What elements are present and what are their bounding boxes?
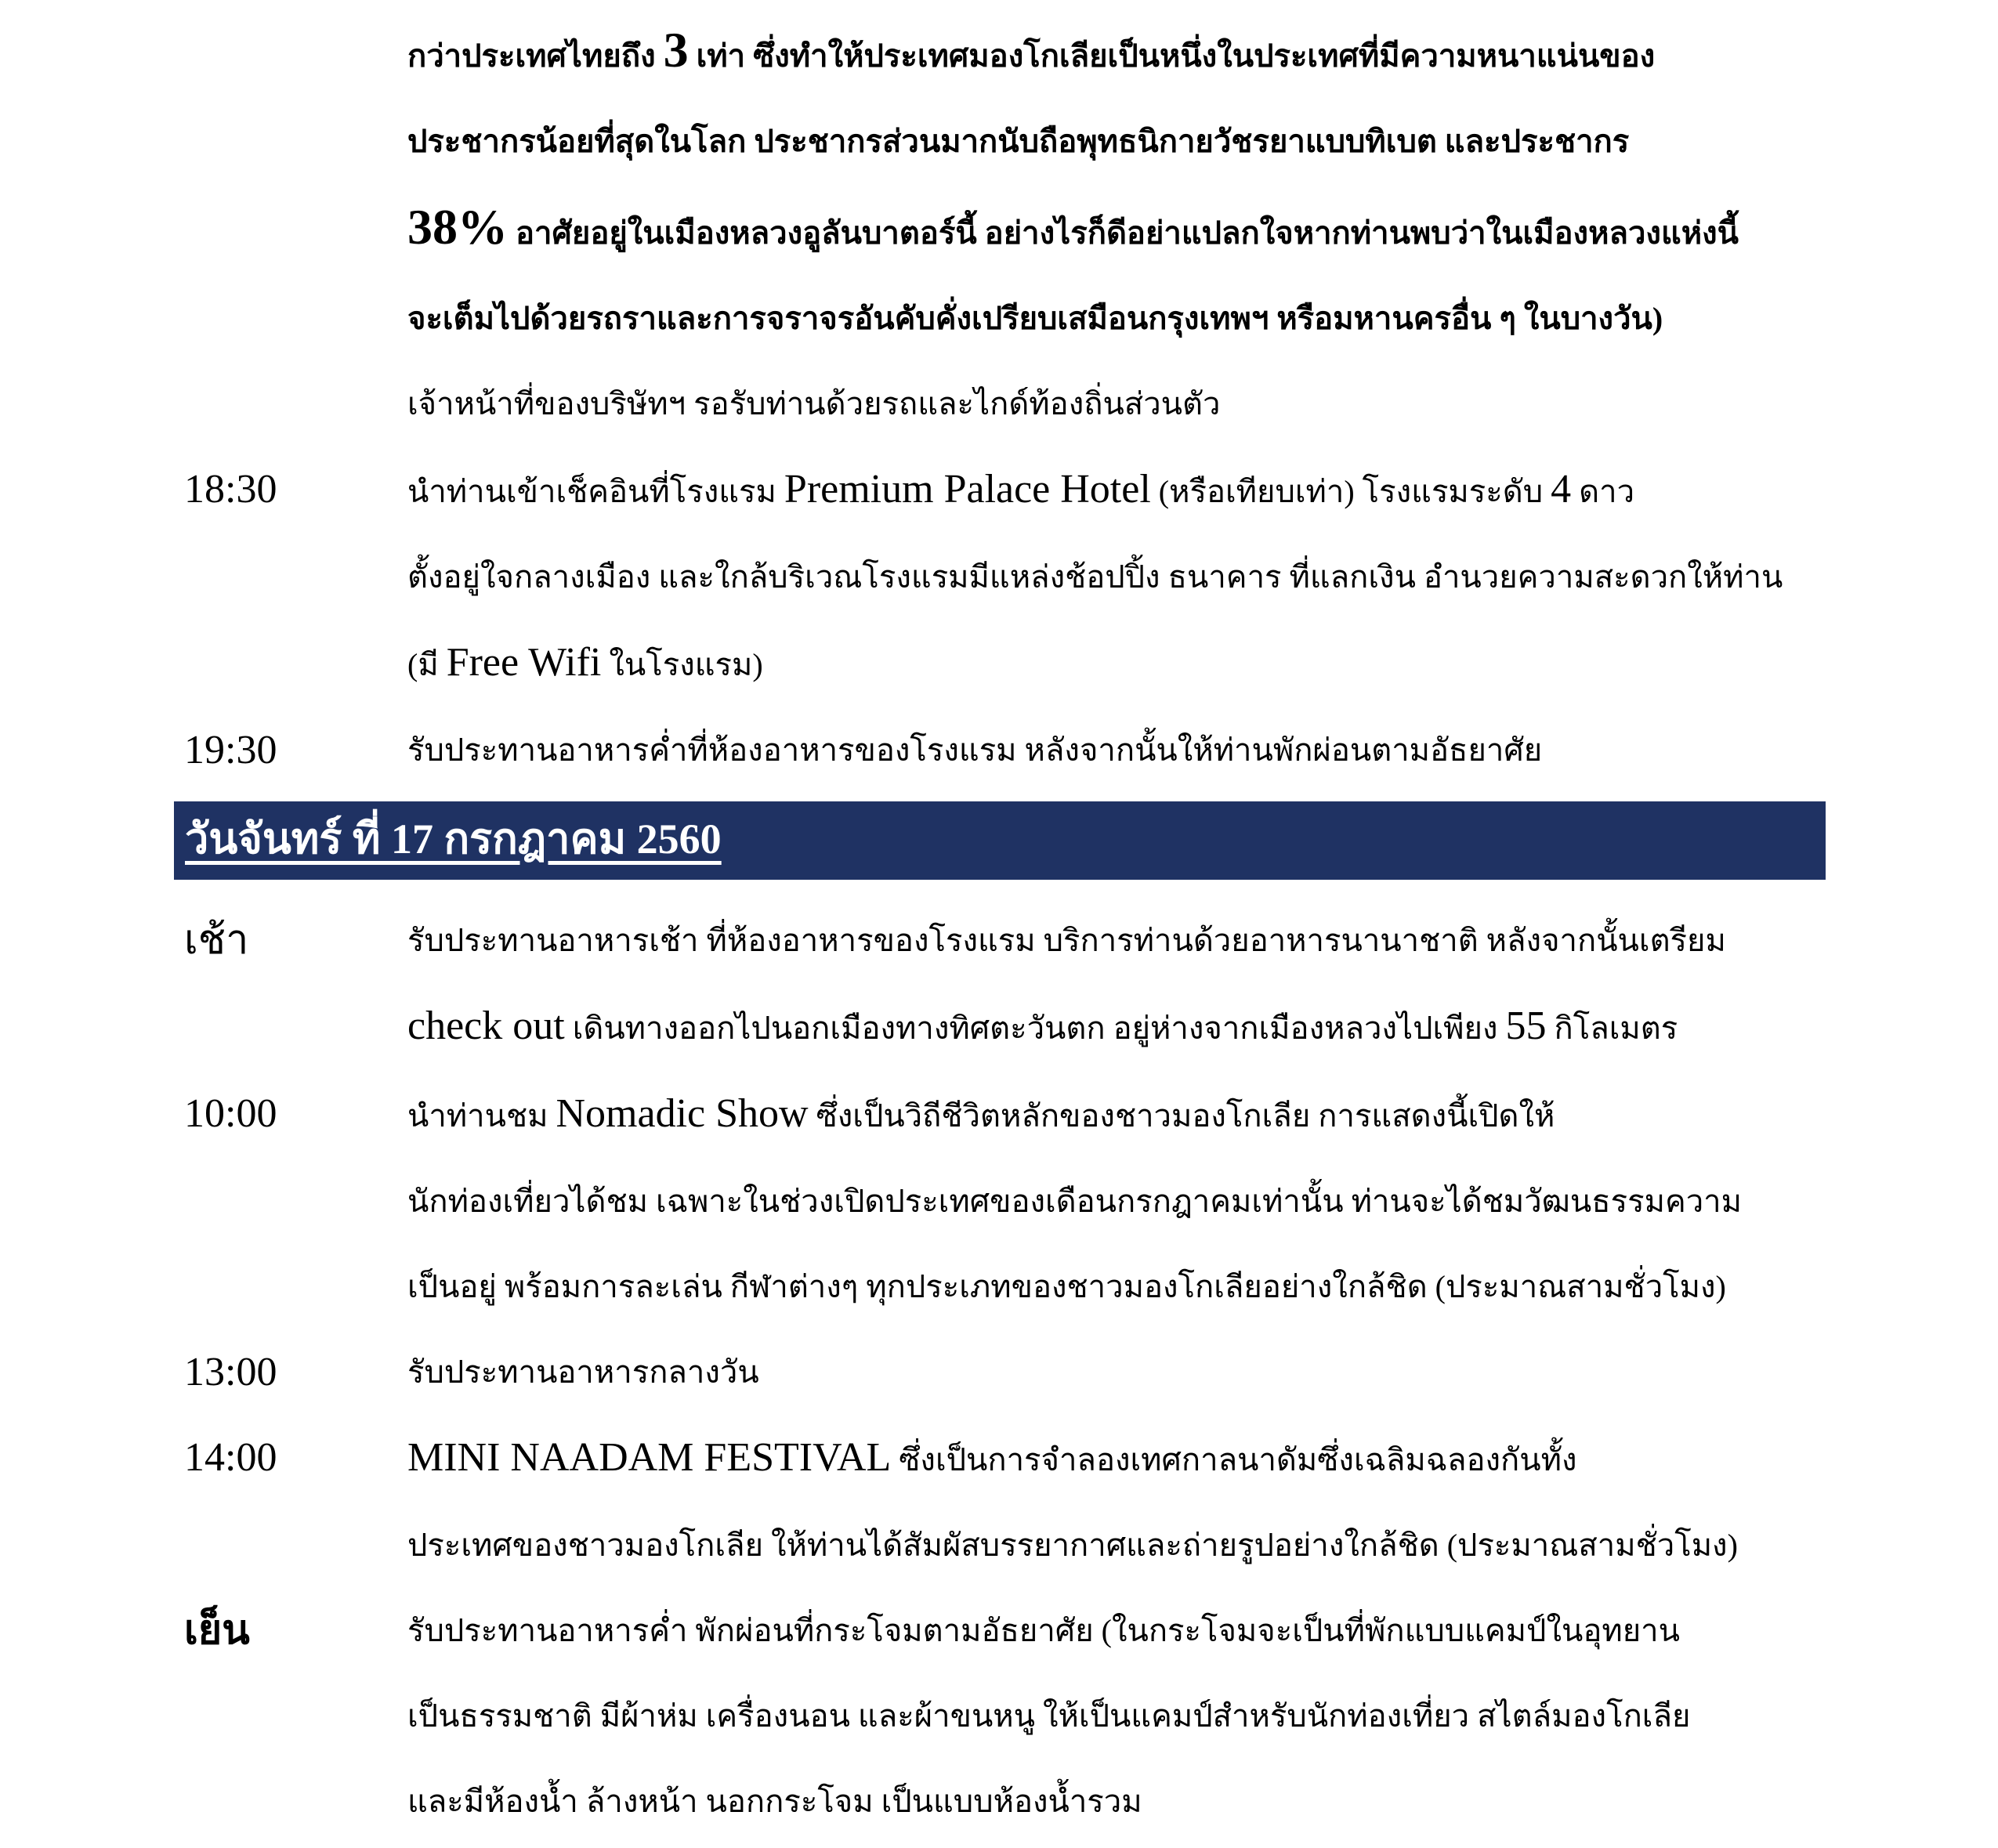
itinerary-row: [184, 902, 1912, 1075]
text-segment: กิโลเมตร: [1546, 1011, 1678, 1046]
text-line: [407, 538, 1912, 624]
text-segment: ในโรงแรม): [601, 647, 763, 682]
text-line: [407, 1419, 1912, 1506]
text-segment: เป็นอยู่ พร้อมการละเล่น กีฬาต่างๆ ทุกประเภทของชาวมองโกเลียอย่างใกล้ชิด (ประมาณสามชั่วโมง): [407, 1269, 1726, 1304]
text-segment: MINI NAADAM FESTIVAL: [407, 1435, 892, 1480]
row-description: [407, 711, 1912, 797]
time-label: 14:00: [184, 1435, 277, 1480]
time-label: เย็น: [184, 1608, 250, 1653]
text-line: [407, 711, 1912, 797]
text-line: [407, 1163, 1912, 1248]
text-line: [407, 103, 1912, 188]
text-line: [407, 1333, 1912, 1419]
text-segment: นำท่านชม: [407, 1098, 556, 1134]
row-description: [407, 1592, 1912, 1848]
text-segment: 55: [1505, 1004, 1547, 1048]
row-description: [407, 1075, 1912, 1333]
itinerary-row: [184, 11, 1912, 450]
text-segment: เท่า ซึ่งทำให้ประเทศมองโกเลียเป็นหนึ่งในประเทศที่มีความหนาแน่นของ: [688, 38, 1656, 74]
time-label: 13:00: [184, 1350, 277, 1394]
itinerary-row: [184, 450, 1912, 711]
text-segment: check out: [407, 1004, 565, 1048]
text-line: [407, 1677, 1912, 1763]
text-line: [407, 280, 1912, 365]
itinerary-row: [184, 1419, 1912, 1592]
text-line: [407, 1075, 1912, 1163]
text-segment: เป็นธรรมชาติ มีผ้าห่ม เครื่องนอน และผ้าขนหนู ให้เป็นแคมป์สำหรับนักท่องเที่ยว สไตล์มองโกเลีย: [407, 1698, 1691, 1734]
text-line: [407, 1763, 1912, 1848]
text-line: [407, 1592, 1912, 1677]
row-description: [407, 902, 1912, 1075]
text-segment: กว่าประเทศไทยถึง: [407, 38, 664, 74]
row-description: [407, 1333, 1912, 1419]
itinerary: [184, 11, 1912, 1848]
day-header: [174, 801, 1826, 880]
text-segment: รับประทานอาหารค่ำที่ห้องอาหารของโรงแรม หลังจากนั้นให้ท่านพักผ่อนตามอัธยาศัย: [407, 732, 1543, 768]
text-segment: (มี: [407, 647, 447, 682]
text-line: [407, 624, 1912, 711]
text-segment: 38%: [407, 199, 508, 255]
text-segment: ตั้งอยู่ใจกลางเมือง และใกล้บริเวณโรงแรมมีแหล่งช้อปปิ้ง ธนาคาร ที่แลกเงิน อำนวยความสะดวกให้ท่าน: [407, 559, 1783, 595]
itinerary-row: [184, 711, 1912, 797]
text-segment: รับประทานอาหารค่ำ พักผ่อนที่กระโจมตามอัธยาศัย (ในกระโจมจะเป็นที่พักแบบแคมป์ในอุทยาน: [407, 1613, 1680, 1648]
text-segment: ซึ่งเป็นการจำลองเทศกาลนาดัมซึ่งเฉลิมฉลองกันทั้ง: [891, 1442, 1577, 1477]
time-label: เช้า: [184, 918, 249, 963]
text-segment: รับประทานอาหารเช้า ที่ห้องอาหารของโรงแรม บริการท่านด้วยอาหารนานาชาติ หลังจากนั้นเตรียม: [407, 923, 1726, 958]
row-description: [407, 1419, 1912, 1592]
text-line: [407, 450, 1912, 538]
time-label: 19:30: [184, 728, 277, 772]
text-segment: และมีห้องน้ำ ล้างหน้า นอกกระโจม เป็นแบบห้องน้ำรวม: [407, 1784, 1142, 1819]
text-segment: ดาว: [1571, 474, 1635, 509]
text-segment: เจ้าหน้าที่ของบริษัทฯ รอรับท่านด้วยรถและไกด์ท้องถิ่นส่วนตัว: [407, 386, 1221, 421]
time-label: 10:00: [184, 1091, 277, 1136]
text-line: [407, 188, 1912, 280]
row-description: [407, 11, 1912, 450]
text-line: [407, 902, 1912, 987]
text-segment: จะเต็มไปด้วยรถราและการจราจรอันคับคั่งเปรียบเสมือนกรุงเทพฯ หรือมหานครอื่น ๆ ในบางวัน): [407, 301, 1663, 336]
text-segment: Nomadic Show: [556, 1091, 809, 1136]
text-segment: นักท่องเที่ยวได้ชม เฉพาะในช่วงเปิดประเทศของเดือนกรกฎาคมเท่านั้น ท่านจะได้ชมวัฒนธรรมความ: [407, 1184, 1743, 1219]
text-segment: เดินทางออกไปนอกเมืองทางทิศตะวันตก อยู่ห่างจากเมืองหลวงไปเพียง: [564, 1011, 1506, 1046]
text-segment: ประเทศของชาวมองโกเลีย ให้ท่านได้สัมผัสบรรยากาศและถ่ายรูปอย่างใกล้ชิด (ประมาณสามชั่วโมง): [407, 1528, 1738, 1563]
text-line: [407, 1506, 1912, 1592]
text-segment: 3: [663, 22, 689, 78]
text-segment: นำท่านเข้าเช็คอินที่โรงแรม: [407, 474, 784, 509]
itinerary-row: [184, 1592, 1912, 1848]
text-segment: ซึ่งเป็นวิถีชีวิตหลักของชาวมองโกเลีย การแสดงนี้เปิดให้: [808, 1098, 1555, 1134]
text-segment: อาศัยอยู่ในเมืองหลวงอูลันบาตอร์นี้ อย่างไรก็ดีอย่าแปลกใจหากท่านพบว่าในเมืองหลวงแห่งนี้: [508, 215, 1739, 251]
text-line: [407, 11, 1912, 103]
text-segment: (หรือเทียบเท่า) โรงแรมระดับ: [1150, 474, 1551, 509]
text-line: [407, 1248, 1912, 1333]
text-segment: Premium Palace Hotel: [784, 467, 1151, 512]
day-header-label: วันจันทร์ ที่ 17 กรกฎาคม 2560: [185, 816, 722, 863]
text-line: [407, 987, 1912, 1075]
row-description: [407, 450, 1912, 711]
itinerary-row: [184, 1075, 1912, 1333]
itinerary-row: [184, 1333, 1912, 1419]
text-segment: ประชากรน้อยที่สุดในโลก ประชากรส่วนมากนับถือพุทธนิกายวัชรยาแบบทิเบต และประชากร: [407, 124, 1630, 159]
time-label: 18:30: [184, 467, 277, 512]
text-line: [407, 365, 1912, 450]
text-segment: Free Wifi: [446, 640, 602, 685]
text-segment: รับประทานอาหารกลางวัน: [407, 1354, 759, 1390]
text-segment: 4: [1551, 467, 1572, 512]
